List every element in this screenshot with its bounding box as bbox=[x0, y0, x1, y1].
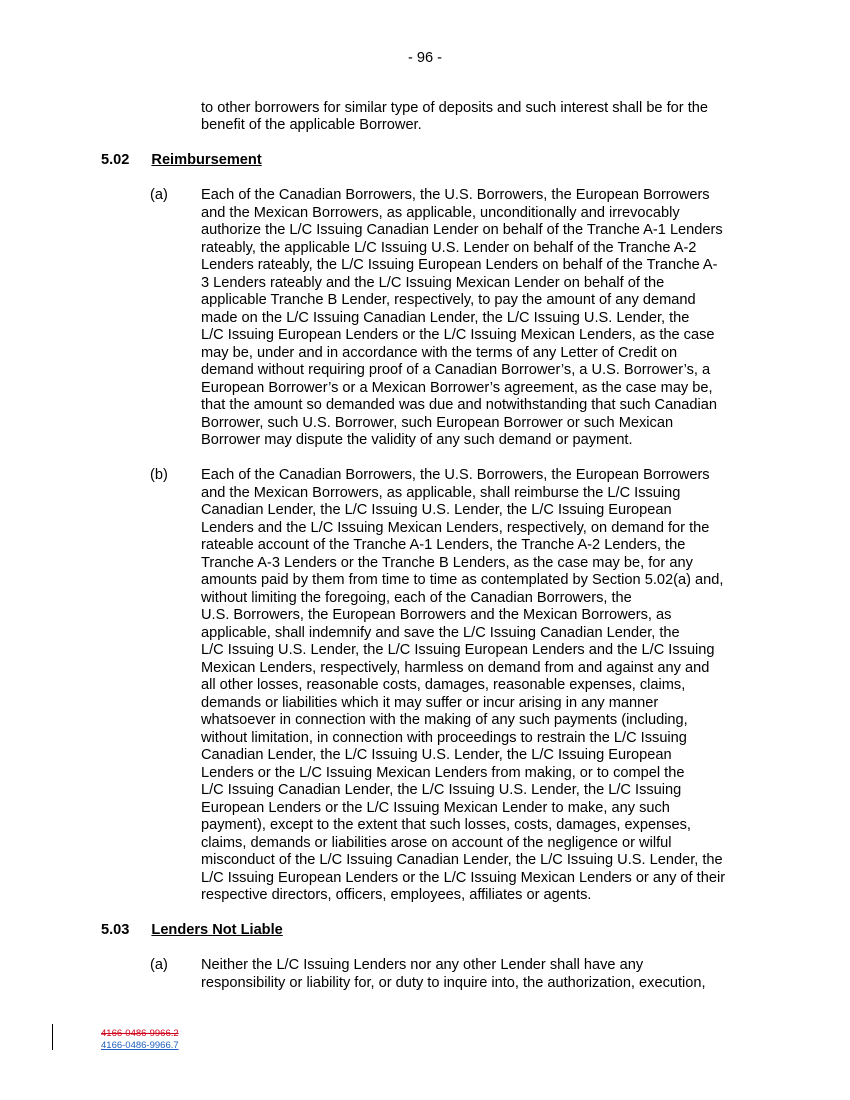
paragraph-line: that the amount so demanded was due and notwithstanding that such Canadian bbox=[201, 397, 718, 413]
paragraph-line: 3 Lenders rateably and the L/C Issuing Mexican Lender on behalf of the bbox=[201, 274, 665, 291]
paragraph-line: L/C Issuing U.S. Lender, the L/C Issuing European Lenders and the L/C Issuing bbox=[201, 642, 715, 658]
paragraph-line: amounts paid by them from time to time as contemplated by Section 5.02(a) and, bbox=[201, 572, 724, 588]
paragraph-line: whatsoever in connection with the making of any such payments (including, bbox=[201, 712, 688, 728]
paragraph-line: European Borrower’s or a Mexican Borrower’s agreement, as the case may be, bbox=[201, 379, 713, 396]
document-id-deleted: 4166-0486-9966.2 bbox=[101, 1028, 179, 1039]
paragraph-line: Borrower may dispute the validity of any such demand or payment. bbox=[201, 432, 633, 448]
paragraph-line: Each of the Canadian Borrowers, the U.S. Borrowers, the European Borrowers bbox=[201, 187, 710, 203]
paragraph-line: applicable, shall indemnify and save the L/C Issuing Canadian Lender, the bbox=[201, 624, 680, 641]
change-bar bbox=[52, 1024, 53, 1050]
section-number: 5.02 bbox=[101, 152, 130, 168]
paragraph-label: (a) bbox=[150, 957, 168, 973]
paragraph-line: Lenders and the L/C Issuing Mexican Lenders, respectively, on demand for the bbox=[201, 519, 710, 536]
paragraph-line: misconduct of the L/C Issuing Canadian Lender, the L/C Issuing U.S. Lender, the bbox=[201, 852, 723, 868]
paragraph-line: claims, demands or liabilities arose on account of the negligence or wilful bbox=[201, 834, 672, 851]
paragraph-line: without limiting the foregoing, each of the Canadian Borrowers, the bbox=[201, 589, 632, 606]
intro-line: benefit of the applicable Borrower. bbox=[201, 117, 422, 133]
paragraph-label: (a) bbox=[150, 187, 168, 203]
paragraph-line: Each of the Canadian Borrowers, the U.S. Borrowers, the European Borrowers bbox=[201, 467, 710, 483]
paragraph-line: demand without requiring proof of a Canadian Borrower’s, a U.S. Borrower’s, a bbox=[201, 362, 711, 378]
section-heading-5-02 bbox=[101, 152, 262, 169]
paragraph-line: and the Mexican Borrowers, as applicable, shall reimburse the L/C Issuing bbox=[201, 484, 681, 501]
paragraph-line: and the Mexican Borrowers, as applicable, unconditionally and irrevocably bbox=[201, 204, 680, 221]
paragraph-line: L/C Issuing European Lenders or the L/C Issuing Mexican Lenders or any of their bbox=[201, 869, 726, 886]
section-heading-5-03 bbox=[101, 922, 283, 939]
section-number: 5.03 bbox=[101, 922, 130, 938]
paragraph-line: rateable account of the Tranche A-1 Lenders, the Tranche A-2 Lenders, the bbox=[201, 537, 686, 553]
paragraph-line: rateably, the applicable L/C Issuing U.S. Lender on behalf of the Tranche A-2 bbox=[201, 239, 697, 256]
paragraph-label: (b) bbox=[150, 467, 168, 483]
paragraph-line: Lenders or the L/C Issuing Mexican Lenders from making, or to compel the bbox=[201, 764, 685, 781]
paragraph-line: applicable Tranche B Lender, respectively, to pay the amount of any demand bbox=[201, 292, 696, 308]
paragraph-line: authorize the L/C Issuing Canadian Lender on behalf of the Tranche A-1 Lenders bbox=[201, 222, 723, 238]
section-title: Lenders Not Liable bbox=[151, 922, 283, 938]
paragraph-line: Neither the L/C Issuing Lenders nor any other Lender shall have any bbox=[201, 957, 644, 973]
paragraph-line: responsibility or liability for, or duty to inquire into, the authorization, execution, bbox=[201, 974, 706, 991]
paragraph-line: European Lenders or the L/C Issuing Mexican Lender to make, any such bbox=[201, 799, 670, 816]
document-id-inserted: 4166-0486-9966.7 bbox=[101, 1040, 179, 1051]
paragraph-line: may be, under and in accordance with the terms of any Letter of Credit on bbox=[201, 344, 678, 361]
page-number: - 96 - bbox=[407, 50, 443, 66]
paragraph-line: L/C Issuing European Lenders or the L/C Issuing Mexican Lenders, as the case bbox=[201, 327, 715, 343]
paragraph-line: payment), except to the extent that such losses, costs, damages, expenses, bbox=[201, 817, 691, 833]
paragraph-line: demands or liabilities which it may suffer or incur arising in any manner bbox=[201, 694, 659, 711]
paragraph-line: Borrower, such U.S. Borrower, such European Borrower or such Mexican bbox=[201, 414, 674, 431]
paragraph-line: Mexican Lenders, respectively, harmless on demand from and against any and bbox=[201, 659, 710, 676]
intro-line: to other borrowers for similar type of deposits and such interest shall be for the bbox=[201, 100, 708, 116]
paragraph-line: Lenders rateably, the L/C Issuing European Lenders on behalf of the Tranche A- bbox=[201, 257, 718, 273]
paragraph-line: L/C Issuing Canadian Lender, the L/C Issuing U.S. Lender, the L/C Issuing bbox=[201, 782, 682, 798]
paragraph-line: Canadian Lender, the L/C Issuing U.S. Lender, the L/C Issuing European bbox=[201, 747, 672, 763]
paragraph-line: U.S. Borrowers, the European Borrowers and the Mexican Borrowers, as bbox=[201, 607, 672, 623]
paragraph-line: Canadian Lender, the L/C Issuing U.S. Lender, the L/C Issuing European bbox=[201, 502, 672, 518]
paragraph-line: Tranche A-3 Lenders or the Tranche B Lenders, as the case may be, for any bbox=[201, 554, 693, 571]
section-title: Reimbursement bbox=[151, 152, 262, 168]
paragraph-line: without limitation, in connection with proceedings to restrain the L/C Issuing bbox=[201, 729, 687, 746]
paragraph-line: respective directors, officers, employees, affiliates or agents. bbox=[201, 887, 592, 903]
paragraph-line: made on the L/C Issuing Canadian Lender, the L/C Issuing U.S. Lender, the bbox=[201, 309, 690, 326]
paragraph-line: all other losses, reasonable costs, damages, reasonable expenses, claims, bbox=[201, 677, 686, 693]
